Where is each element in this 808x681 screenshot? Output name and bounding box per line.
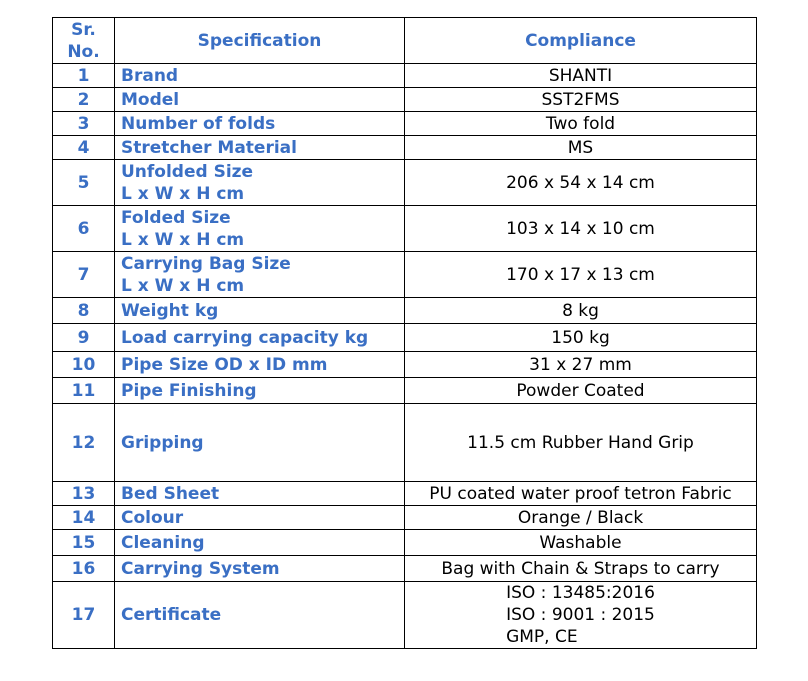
row-compliance: 31 x 27 mm bbox=[405, 352, 757, 378]
row-specification bbox=[115, 530, 405, 556]
row-number: 1 bbox=[53, 64, 115, 88]
specification-line: Carrying System bbox=[121, 558, 280, 579]
table-row bbox=[53, 298, 757, 324]
table-row bbox=[53, 530, 757, 556]
row-compliance: 103 x 14 x 10 cm bbox=[405, 206, 757, 252]
row-compliance: Washable bbox=[405, 530, 757, 556]
table-row bbox=[53, 160, 757, 206]
table-row bbox=[53, 582, 757, 649]
row-specification bbox=[115, 252, 405, 298]
table-row bbox=[53, 556, 757, 582]
specification-line: Carrying Bag Size bbox=[121, 253, 291, 274]
table-row bbox=[53, 404, 757, 482]
row-specification bbox=[115, 556, 405, 582]
row-specification bbox=[115, 582, 405, 649]
header-sr-line1: Sr. bbox=[71, 19, 96, 40]
specification-line: Stretcher Material bbox=[121, 137, 297, 158]
row-specification bbox=[115, 482, 405, 506]
row-compliance: Orange / Black bbox=[405, 506, 757, 530]
specification-line: L x W x H cm bbox=[121, 183, 245, 204]
table-row bbox=[53, 136, 757, 160]
compliance-line: GMP, CE bbox=[506, 627, 578, 647]
row-specification bbox=[115, 352, 405, 378]
specification-line: Brand bbox=[121, 65, 179, 86]
row-number: 6 bbox=[53, 206, 115, 252]
specification-table bbox=[52, 17, 757, 649]
row-specification bbox=[115, 378, 405, 404]
row-compliance: Powder Coated bbox=[405, 378, 757, 404]
specification-line: Folded Size bbox=[121, 207, 231, 228]
header-compliance: Compliance bbox=[405, 18, 757, 64]
row-compliance: MS bbox=[405, 136, 757, 160]
specification-line: L x W x H cm bbox=[121, 275, 245, 296]
row-specification bbox=[115, 298, 405, 324]
row-specification bbox=[115, 64, 405, 88]
row-number: 13 bbox=[53, 482, 115, 506]
specification-line: Weight kg bbox=[121, 300, 219, 321]
row-specification bbox=[115, 136, 405, 160]
row-number: 9 bbox=[53, 324, 115, 352]
row-compliance: 170 x 17 x 13 cm bbox=[405, 252, 757, 298]
table-row bbox=[53, 482, 757, 506]
row-compliance: 206 x 54 x 14 cm bbox=[405, 160, 757, 206]
row-specification bbox=[115, 206, 405, 252]
row-number: 12 bbox=[53, 404, 115, 482]
table-header-row bbox=[53, 18, 757, 64]
specification-line: L x W x H cm bbox=[121, 229, 245, 250]
row-compliance: SST2FMS bbox=[405, 88, 757, 112]
compliance-line: ISO : 13485:2016 bbox=[506, 583, 655, 603]
row-specification bbox=[115, 506, 405, 530]
row-number: 5 bbox=[53, 160, 115, 206]
table-row bbox=[53, 324, 757, 352]
row-specification bbox=[115, 112, 405, 136]
row-number: 3 bbox=[53, 112, 115, 136]
header-sr-line2: No. bbox=[67, 41, 100, 62]
specification-line: Colour bbox=[121, 507, 184, 528]
row-number: 10 bbox=[53, 352, 115, 378]
row-number: 7 bbox=[53, 252, 115, 298]
table-row bbox=[53, 206, 757, 252]
specification-line: Certificate bbox=[121, 605, 222, 625]
row-number: 16 bbox=[53, 556, 115, 582]
row-number: 4 bbox=[53, 136, 115, 160]
compliance-line: ISO : 9001 : 2015 bbox=[506, 605, 655, 625]
table-row bbox=[53, 252, 757, 298]
row-compliance: 150 kg bbox=[405, 324, 757, 352]
specification-line: Pipe Size OD x ID mm bbox=[121, 354, 328, 375]
specification-line: Gripping bbox=[121, 432, 204, 453]
row-number: 14 bbox=[53, 506, 115, 530]
row-compliance: SHANTI bbox=[405, 64, 757, 88]
row-number: 17 bbox=[53, 582, 115, 649]
compliance-lines bbox=[506, 582, 655, 648]
specification-line: Cleaning bbox=[121, 532, 205, 553]
row-specification bbox=[115, 324, 405, 352]
header-specification: Specification bbox=[115, 18, 405, 64]
specification-line: Bed Sheet bbox=[121, 483, 220, 504]
specification-line: Unfolded Size bbox=[121, 161, 254, 182]
row-specification bbox=[115, 160, 405, 206]
row-specification bbox=[115, 404, 405, 482]
specification-line: Model bbox=[121, 89, 180, 110]
specification-line: Pipe Finishing bbox=[121, 380, 257, 401]
row-compliance: Two fold bbox=[405, 112, 757, 136]
specification-line: Number of folds bbox=[121, 113, 276, 134]
table-row bbox=[53, 378, 757, 404]
row-compliance bbox=[405, 582, 757, 649]
row-compliance: PU coated water proof tetron Fabric bbox=[405, 482, 757, 506]
header-sr-no bbox=[53, 18, 115, 64]
row-compliance: Bag with Chain & Straps to carry bbox=[405, 556, 757, 582]
table-row bbox=[53, 88, 757, 112]
table-row bbox=[53, 112, 757, 136]
row-specification bbox=[115, 88, 405, 112]
table-row bbox=[53, 64, 757, 88]
table-row bbox=[53, 352, 757, 378]
row-number: 8 bbox=[53, 298, 115, 324]
row-compliance: 8 kg bbox=[405, 298, 757, 324]
table-row bbox=[53, 506, 757, 530]
row-compliance: 11.5 cm Rubber Hand Grip bbox=[405, 404, 757, 482]
row-number: 11 bbox=[53, 378, 115, 404]
row-number: 2 bbox=[53, 88, 115, 112]
row-number: 15 bbox=[53, 530, 115, 556]
specification-line: Load carrying capacity kg bbox=[121, 327, 369, 348]
